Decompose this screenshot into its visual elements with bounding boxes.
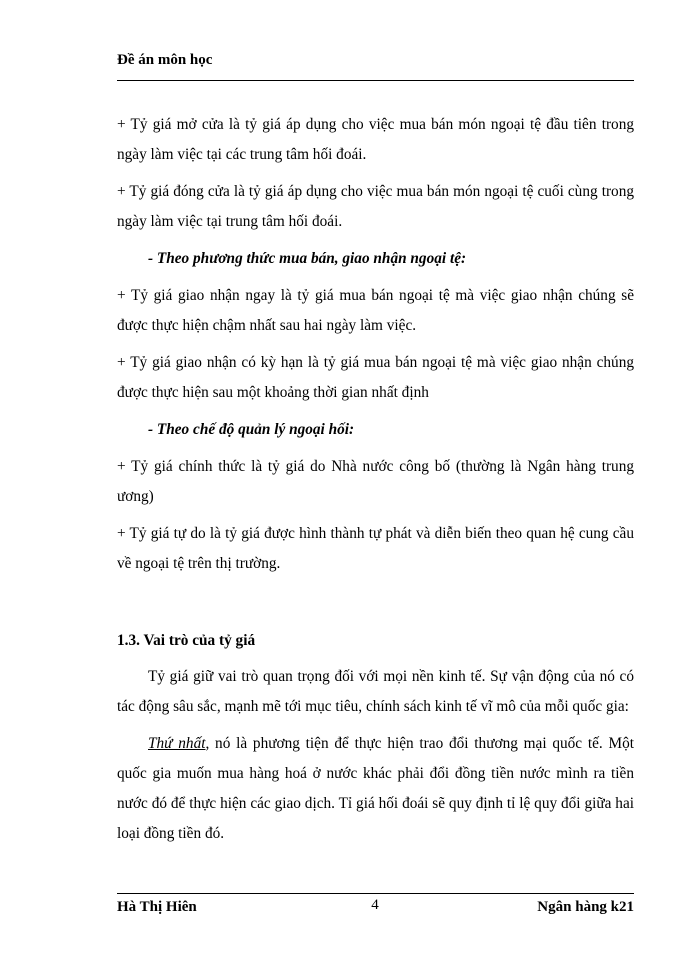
paragraph-spot-rate: + Tỷ giá giao nhận ngay là tỷ giá mua bán ngoại tệ mà việc giao nhận chúng sẽ được thực hiện chậm nhất sau hai ngày làm việc. bbox=[117, 287, 634, 334]
paragraph-official-rate: + Tỷ giá chính thức là tỷ giá do Nhà nước công bố (thường là Ngân hàng trung ương) bbox=[117, 458, 634, 505]
footer-class-name: Ngân hàng k21 bbox=[537, 899, 634, 915]
page-number: 4 bbox=[371, 897, 379, 913]
paragraph-free-rate: + Tỷ giá tự do là tỷ giá được hình thành tự phát và diễn biến theo quan hệ cung cầu về ngoại tệ trên thị trường. bbox=[117, 525, 634, 572]
paragraph-first-role bbox=[117, 729, 634, 849]
footer-divider bbox=[117, 893, 634, 894]
document-body bbox=[117, 110, 634, 856]
subheading-trading-method: - Theo phương thức mua bán, giao nhận ngoại tệ: bbox=[148, 250, 467, 267]
page-header-title: Đề án môn học bbox=[117, 52, 213, 68]
section-title: 1.3. Vai trò của tỷ giá bbox=[117, 632, 256, 649]
paragraph-opening-rate: + Tỷ giá mở cửa là tỷ giá áp dụng cho việc mua bán món ngoại tệ đầu tiên trong ngày làm việc tại các trung tâm hối đoái. bbox=[117, 116, 634, 163]
paragraph-closing-rate: + Tỷ giá đóng cửa là tỷ giá áp dụng cho việc mua bán món ngoại tệ cuối cùng trong ngày làm việc tại trung tâm hối đoái. bbox=[117, 183, 634, 230]
header-divider bbox=[117, 80, 634, 81]
first-role-lead: Thứ nhất bbox=[148, 735, 206, 752]
subheading-fx-regime: - Theo chế độ quản lý ngoại hối: bbox=[148, 421, 355, 438]
first-role-text: , nó là phương tiện để thực hiện trao đổi thương mại quốc tế. Một quốc gia muốn mua hàng hoá ở nước khác phải đổi đồng tiền nước mình ra tiền nước đó để thực hiện các giao dịch. Tỉ giá hối đoái sẽ quy định tỉ lệ quy đổi giữa hai loại đồng tiền đó. bbox=[117, 735, 634, 842]
paragraph-role-intro: Tỷ giá giữ vai trò quan trọng đối với mọi nền kinh tế. Sự vận động của nó có tác động sâu sắc, mạnh mẽ tới mục tiêu, chính sách kinh tế vĩ mô của mỗi quốc gia: bbox=[117, 668, 634, 715]
footer-author: Hà Thị Hiên bbox=[117, 899, 197, 915]
paragraph-forward-rate: + Tỷ giá giao nhận có kỳ hạn là tỷ giá mua bán ngoại tệ mà việc giao nhận chúng được thực hiện sau một khoảng thời gian nhất định bbox=[117, 354, 634, 401]
